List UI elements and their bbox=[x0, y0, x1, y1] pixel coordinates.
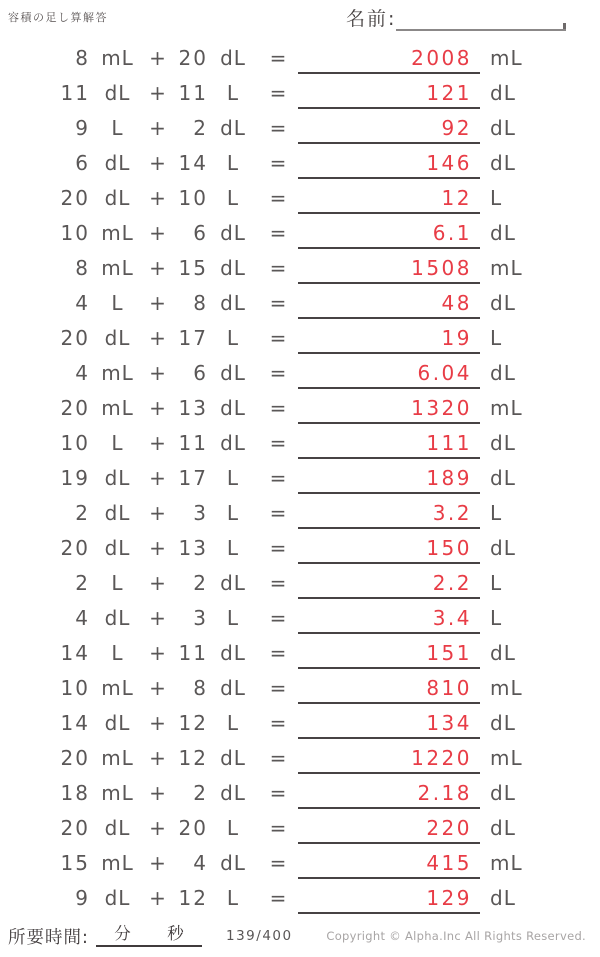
answer-line bbox=[298, 912, 480, 915]
addend1-unit: mL bbox=[101, 850, 134, 875]
name-label: 名前: bbox=[346, 8, 397, 30]
answer-line bbox=[298, 457, 480, 460]
answer-blank bbox=[298, 810, 480, 845]
problem-row bbox=[0, 40, 600, 75]
answer-value: 6.04 bbox=[417, 360, 472, 385]
addend2: 15 bbox=[178, 255, 208, 280]
addend1-unit: dL bbox=[104, 500, 131, 525]
equals-sign: = bbox=[269, 255, 287, 280]
name-blank-line bbox=[396, 6, 566, 31]
addend1-unit: mL bbox=[101, 395, 134, 420]
addend1-unit: mL bbox=[101, 45, 134, 70]
equals-sign: = bbox=[269, 150, 287, 175]
answer-value: 810 bbox=[426, 675, 472, 700]
answer-blank bbox=[298, 145, 480, 180]
addend1: 20 bbox=[60, 395, 90, 420]
plus-sign: + bbox=[149, 255, 166, 280]
addend1: 18 bbox=[60, 780, 90, 805]
addend2: 17 bbox=[178, 325, 208, 350]
answer-blank bbox=[298, 320, 480, 355]
addend1: 4 bbox=[75, 605, 90, 630]
problem-row bbox=[0, 775, 600, 810]
addend1-unit: dL bbox=[104, 535, 131, 560]
answer-blank bbox=[298, 40, 480, 75]
answer-value: 2.18 bbox=[417, 780, 472, 805]
answer-value: 220 bbox=[426, 815, 472, 840]
plus-sign: + bbox=[149, 80, 166, 105]
plus-sign: + bbox=[149, 710, 166, 735]
answer-line bbox=[298, 72, 480, 75]
addend1-unit: mL bbox=[101, 360, 134, 385]
answer-unit: dL bbox=[490, 150, 516, 175]
answer-value: 121 bbox=[426, 80, 472, 105]
equals-sign: = bbox=[269, 290, 287, 315]
addend2-unit: L bbox=[226, 465, 240, 490]
problem-row bbox=[0, 740, 600, 775]
addend2: 8 bbox=[193, 290, 208, 315]
answer-line bbox=[298, 667, 480, 670]
answer-blank bbox=[298, 355, 480, 390]
addend2: 2 bbox=[193, 570, 208, 595]
addend1-unit: mL bbox=[101, 745, 134, 770]
addend2: 14 bbox=[178, 150, 208, 175]
answer-unit: dL bbox=[490, 220, 516, 245]
answer-value: 150 bbox=[426, 535, 472, 560]
addend2-unit: dL bbox=[220, 430, 246, 455]
equals-sign: = bbox=[269, 675, 287, 700]
answer-value: 111 bbox=[426, 430, 472, 455]
answer-blank bbox=[298, 670, 480, 705]
equals-sign: = bbox=[269, 885, 287, 910]
addend2: 17 bbox=[178, 465, 208, 490]
addend2-unit: dL bbox=[220, 675, 246, 700]
addend2: 20 bbox=[178, 45, 208, 70]
plus-sign: + bbox=[149, 150, 166, 175]
addend1-unit: mL bbox=[101, 780, 134, 805]
answer-unit: dL bbox=[490, 710, 516, 735]
plus-sign: + bbox=[149, 780, 166, 805]
addend2-unit: L bbox=[226, 605, 240, 630]
answer-unit: mL bbox=[490, 745, 523, 770]
problem-row bbox=[0, 635, 600, 670]
plus-sign: + bbox=[149, 815, 166, 840]
plus-sign: + bbox=[149, 535, 166, 560]
addend1-unit: dL bbox=[104, 150, 131, 175]
addend2-unit: L bbox=[226, 710, 240, 735]
answer-value: 134 bbox=[426, 710, 472, 735]
addend1-unit: L bbox=[111, 115, 124, 140]
equals-sign: = bbox=[269, 185, 287, 210]
problem-row bbox=[0, 250, 600, 285]
answer-value: 2.2 bbox=[432, 570, 472, 595]
answer-line bbox=[298, 212, 480, 215]
plus-sign: + bbox=[149, 360, 166, 385]
answer-line bbox=[298, 527, 480, 530]
addend2-unit: dL bbox=[220, 115, 246, 140]
addend2-unit: dL bbox=[220, 745, 246, 770]
addend2-unit: dL bbox=[220, 360, 246, 385]
problem-row bbox=[0, 355, 600, 390]
equals-sign: = bbox=[269, 395, 287, 420]
answer-unit: dL bbox=[490, 360, 516, 385]
answer-line bbox=[298, 492, 480, 495]
addend1-unit: L bbox=[111, 570, 124, 595]
answer-blank bbox=[298, 880, 480, 915]
answer-blank bbox=[298, 75, 480, 110]
addend1: 2 bbox=[75, 570, 90, 595]
equals-sign: = bbox=[269, 325, 287, 350]
plus-sign: + bbox=[149, 850, 166, 875]
answer-value: 189 bbox=[426, 465, 472, 490]
addend1-unit: L bbox=[111, 640, 124, 665]
plus-sign: + bbox=[149, 570, 166, 595]
addend2-unit: dL bbox=[220, 255, 246, 280]
equals-sign: = bbox=[269, 115, 287, 140]
equals-sign: = bbox=[269, 500, 287, 525]
equals-sign: = bbox=[269, 45, 287, 70]
addend2-unit: dL bbox=[220, 395, 246, 420]
addend2: 11 bbox=[178, 430, 208, 455]
addend1: 9 bbox=[75, 115, 90, 140]
problem-row bbox=[0, 810, 600, 845]
problem-row bbox=[0, 285, 600, 320]
answer-value: 92 bbox=[441, 115, 472, 140]
addend1: 4 bbox=[75, 290, 90, 315]
addend2: 13 bbox=[178, 535, 208, 560]
answer-blank bbox=[298, 110, 480, 145]
addend2: 2 bbox=[193, 115, 208, 140]
addend1: 10 bbox=[60, 430, 90, 455]
addend1-unit: dL bbox=[104, 325, 131, 350]
answer-unit: L bbox=[490, 185, 503, 210]
addend2-unit: L bbox=[226, 80, 240, 105]
answer-line bbox=[298, 177, 480, 180]
addend1: 6 bbox=[75, 150, 90, 175]
problem-row bbox=[0, 320, 600, 355]
answer-line bbox=[298, 807, 480, 810]
addend1-unit: mL bbox=[101, 220, 134, 245]
problem-row bbox=[0, 145, 600, 180]
addend1: 9 bbox=[75, 885, 90, 910]
answer-line bbox=[298, 597, 480, 600]
addend1: 8 bbox=[75, 45, 90, 70]
addend2: 12 bbox=[178, 745, 208, 770]
answer-unit: mL bbox=[490, 675, 523, 700]
name-field bbox=[346, 4, 566, 31]
addend2-unit: dL bbox=[220, 570, 246, 595]
answer-value: 3.2 bbox=[432, 500, 472, 525]
addend2-unit: L bbox=[226, 885, 240, 910]
addend1-unit: L bbox=[111, 430, 124, 455]
addend2: 2 bbox=[193, 780, 208, 805]
answer-value: 1320 bbox=[411, 395, 472, 420]
addend1: 20 bbox=[60, 185, 90, 210]
answer-unit: dL bbox=[490, 115, 516, 140]
answer-value: 1508 bbox=[411, 255, 472, 280]
equals-sign: = bbox=[269, 815, 287, 840]
answer-unit: dL bbox=[490, 535, 516, 560]
addend2-unit: L bbox=[226, 185, 240, 210]
answer-line bbox=[298, 702, 480, 705]
answer-blank bbox=[298, 460, 480, 495]
addend2-unit: dL bbox=[220, 220, 246, 245]
page-title: 容積の足し算解答 bbox=[8, 11, 108, 24]
answer-blank bbox=[298, 635, 480, 670]
answer-unit: dL bbox=[490, 80, 516, 105]
problem-row bbox=[0, 110, 600, 145]
addend2-unit: L bbox=[226, 535, 240, 560]
answer-line bbox=[298, 387, 480, 390]
answer-unit: L bbox=[490, 605, 503, 630]
equals-sign: = bbox=[269, 430, 287, 455]
addend1-unit: dL bbox=[104, 185, 131, 210]
addend2: 3 bbox=[193, 500, 208, 525]
answer-value: 3.4 bbox=[432, 605, 472, 630]
answer-line bbox=[298, 247, 480, 250]
equals-sign: = bbox=[269, 710, 287, 735]
answer-value: 1220 bbox=[411, 745, 472, 770]
seconds-label: 秒 bbox=[167, 924, 184, 943]
problem-row bbox=[0, 495, 600, 530]
addend1-unit: dL bbox=[104, 80, 131, 105]
addend1: 10 bbox=[60, 675, 90, 700]
addend2-unit: L bbox=[226, 325, 240, 350]
addend1: 20 bbox=[60, 325, 90, 350]
answer-unit: dL bbox=[490, 885, 516, 910]
addend1: 20 bbox=[60, 535, 90, 560]
plus-sign: + bbox=[149, 325, 166, 350]
equals-sign: = bbox=[269, 850, 287, 875]
equals-sign: = bbox=[269, 605, 287, 630]
problem-row bbox=[0, 75, 600, 110]
answer-unit: dL bbox=[490, 780, 516, 805]
answer-value: 48 bbox=[441, 290, 472, 315]
answer-line bbox=[298, 282, 480, 285]
equals-sign: = bbox=[269, 745, 287, 770]
answer-blank bbox=[298, 705, 480, 740]
problem-row bbox=[0, 530, 600, 565]
addend1: 4 bbox=[75, 360, 90, 385]
addend2: 11 bbox=[178, 640, 208, 665]
equals-sign: = bbox=[269, 220, 287, 245]
problem-list bbox=[0, 40, 600, 915]
addend2-unit: L bbox=[226, 150, 240, 175]
addend1: 20 bbox=[60, 745, 90, 770]
answer-blank bbox=[298, 425, 480, 460]
plus-sign: + bbox=[149, 605, 166, 630]
problem-row bbox=[0, 215, 600, 250]
answer-unit: dL bbox=[490, 640, 516, 665]
addend1: 10 bbox=[60, 220, 90, 245]
answer-blank bbox=[298, 845, 480, 880]
problem-row bbox=[0, 670, 600, 705]
problem-row bbox=[0, 845, 600, 880]
plus-sign: + bbox=[149, 290, 166, 315]
addend1: 2 bbox=[75, 500, 90, 525]
equals-sign: = bbox=[269, 535, 287, 560]
answer-blank bbox=[298, 285, 480, 320]
copyright-notice: Copyright © Alpha.Inc All Rights Reserved. bbox=[326, 929, 586, 943]
answer-blank bbox=[298, 600, 480, 635]
answer-unit: mL bbox=[490, 395, 523, 420]
addend1-unit: dL bbox=[104, 465, 131, 490]
answer-unit: L bbox=[490, 325, 503, 350]
plus-sign: + bbox=[149, 395, 166, 420]
addend2: 6 bbox=[193, 360, 208, 385]
answer-line bbox=[298, 772, 480, 775]
addend1-unit: dL bbox=[104, 605, 131, 630]
answer-unit: dL bbox=[490, 815, 516, 840]
plus-sign: + bbox=[149, 430, 166, 455]
answer-line bbox=[298, 562, 480, 565]
minutes-label: 分 bbox=[114, 924, 131, 943]
answer-blank bbox=[298, 215, 480, 250]
addend1-unit: mL bbox=[101, 255, 134, 280]
answer-blank bbox=[298, 565, 480, 600]
addend1-unit: L bbox=[111, 290, 124, 315]
answer-line bbox=[298, 352, 480, 355]
answer-value: 151 bbox=[426, 640, 472, 665]
problem-row bbox=[0, 600, 600, 635]
addend2-unit: dL bbox=[220, 850, 246, 875]
addend2: 6 bbox=[193, 220, 208, 245]
answer-unit: dL bbox=[490, 465, 516, 490]
answer-line bbox=[298, 737, 480, 740]
addend1: 14 bbox=[60, 640, 90, 665]
addend1-unit: dL bbox=[104, 815, 131, 840]
plus-sign: + bbox=[149, 220, 166, 245]
answer-value: 6.1 bbox=[432, 220, 472, 245]
addend2-unit: L bbox=[226, 500, 240, 525]
addend2: 12 bbox=[178, 885, 208, 910]
answer-line bbox=[298, 317, 480, 320]
equals-sign: = bbox=[269, 640, 287, 665]
answer-value: 19 bbox=[441, 325, 472, 350]
equals-sign: = bbox=[269, 360, 287, 385]
answer-line bbox=[298, 107, 480, 110]
equals-sign: = bbox=[269, 465, 287, 490]
answer-value: 415 bbox=[426, 850, 472, 875]
plus-sign: + bbox=[149, 745, 166, 770]
answer-line bbox=[298, 142, 480, 145]
problem-row bbox=[0, 705, 600, 740]
answer-blank bbox=[298, 390, 480, 425]
problem-row bbox=[0, 565, 600, 600]
elapsed-time-blank bbox=[96, 918, 202, 947]
addend1: 11 bbox=[60, 80, 90, 105]
addend2-unit: dL bbox=[220, 45, 246, 70]
plus-sign: + bbox=[149, 500, 166, 525]
answer-unit: L bbox=[490, 570, 503, 595]
answer-blank bbox=[298, 250, 480, 285]
answer-line bbox=[298, 422, 480, 425]
addend2: 13 bbox=[178, 395, 208, 420]
addend1: 19 bbox=[60, 465, 90, 490]
answer-value: 129 bbox=[426, 885, 472, 910]
answer-blank bbox=[298, 740, 480, 775]
addend2: 8 bbox=[193, 675, 208, 700]
problem-row bbox=[0, 425, 600, 460]
answer-blank bbox=[298, 495, 480, 530]
addend1: 20 bbox=[60, 815, 90, 840]
plus-sign: + bbox=[149, 45, 166, 70]
plus-sign: + bbox=[149, 885, 166, 910]
addend2-unit: dL bbox=[220, 640, 246, 665]
problem-row bbox=[0, 390, 600, 425]
answer-value: 2008 bbox=[411, 45, 472, 70]
addend1: 15 bbox=[60, 850, 90, 875]
plus-sign: + bbox=[149, 640, 166, 665]
answer-unit: mL bbox=[490, 255, 523, 280]
answer-unit: dL bbox=[490, 290, 516, 315]
answer-line bbox=[298, 877, 480, 880]
name-line-end-tick bbox=[563, 23, 566, 29]
addend2: 20 bbox=[178, 815, 208, 840]
addend2-unit: dL bbox=[220, 290, 246, 315]
addend2: 12 bbox=[178, 710, 208, 735]
equals-sign: = bbox=[269, 80, 287, 105]
plus-sign: + bbox=[149, 675, 166, 700]
answer-blank bbox=[298, 530, 480, 565]
plus-sign: + bbox=[149, 185, 166, 210]
addend1-unit: mL bbox=[101, 675, 134, 700]
answer-blank bbox=[298, 180, 480, 215]
problem-row bbox=[0, 180, 600, 215]
plus-sign: + bbox=[149, 115, 166, 140]
addend2: 11 bbox=[178, 80, 208, 105]
equals-sign: = bbox=[269, 570, 287, 595]
addend1-unit: dL bbox=[104, 885, 131, 910]
addend1-unit: dL bbox=[104, 710, 131, 735]
answer-unit: mL bbox=[490, 45, 523, 70]
answer-unit: mL bbox=[490, 850, 523, 875]
addend1: 8 bbox=[75, 255, 90, 280]
problem-row bbox=[0, 460, 600, 495]
addend2: 10 bbox=[178, 185, 208, 210]
equals-sign: = bbox=[269, 780, 287, 805]
addend2-unit: dL bbox=[220, 780, 246, 805]
answer-line bbox=[298, 632, 480, 635]
addend1: 14 bbox=[60, 710, 90, 735]
plus-sign: + bbox=[149, 465, 166, 490]
addend2: 4 bbox=[193, 850, 208, 875]
addend2: 3 bbox=[193, 605, 208, 630]
answer-value: 12 bbox=[441, 185, 472, 210]
answer-unit: L bbox=[490, 500, 503, 525]
answer-line bbox=[298, 842, 480, 845]
answer-unit: dL bbox=[490, 430, 516, 455]
footer bbox=[0, 918, 600, 957]
addend2-unit: L bbox=[226, 815, 240, 840]
worksheet-number: 139/400 bbox=[226, 928, 293, 944]
answer-value: 146 bbox=[426, 150, 472, 175]
elapsed-time-label: 所要時間: bbox=[8, 928, 89, 948]
problem-row bbox=[0, 880, 600, 915]
answer-blank bbox=[298, 775, 480, 810]
